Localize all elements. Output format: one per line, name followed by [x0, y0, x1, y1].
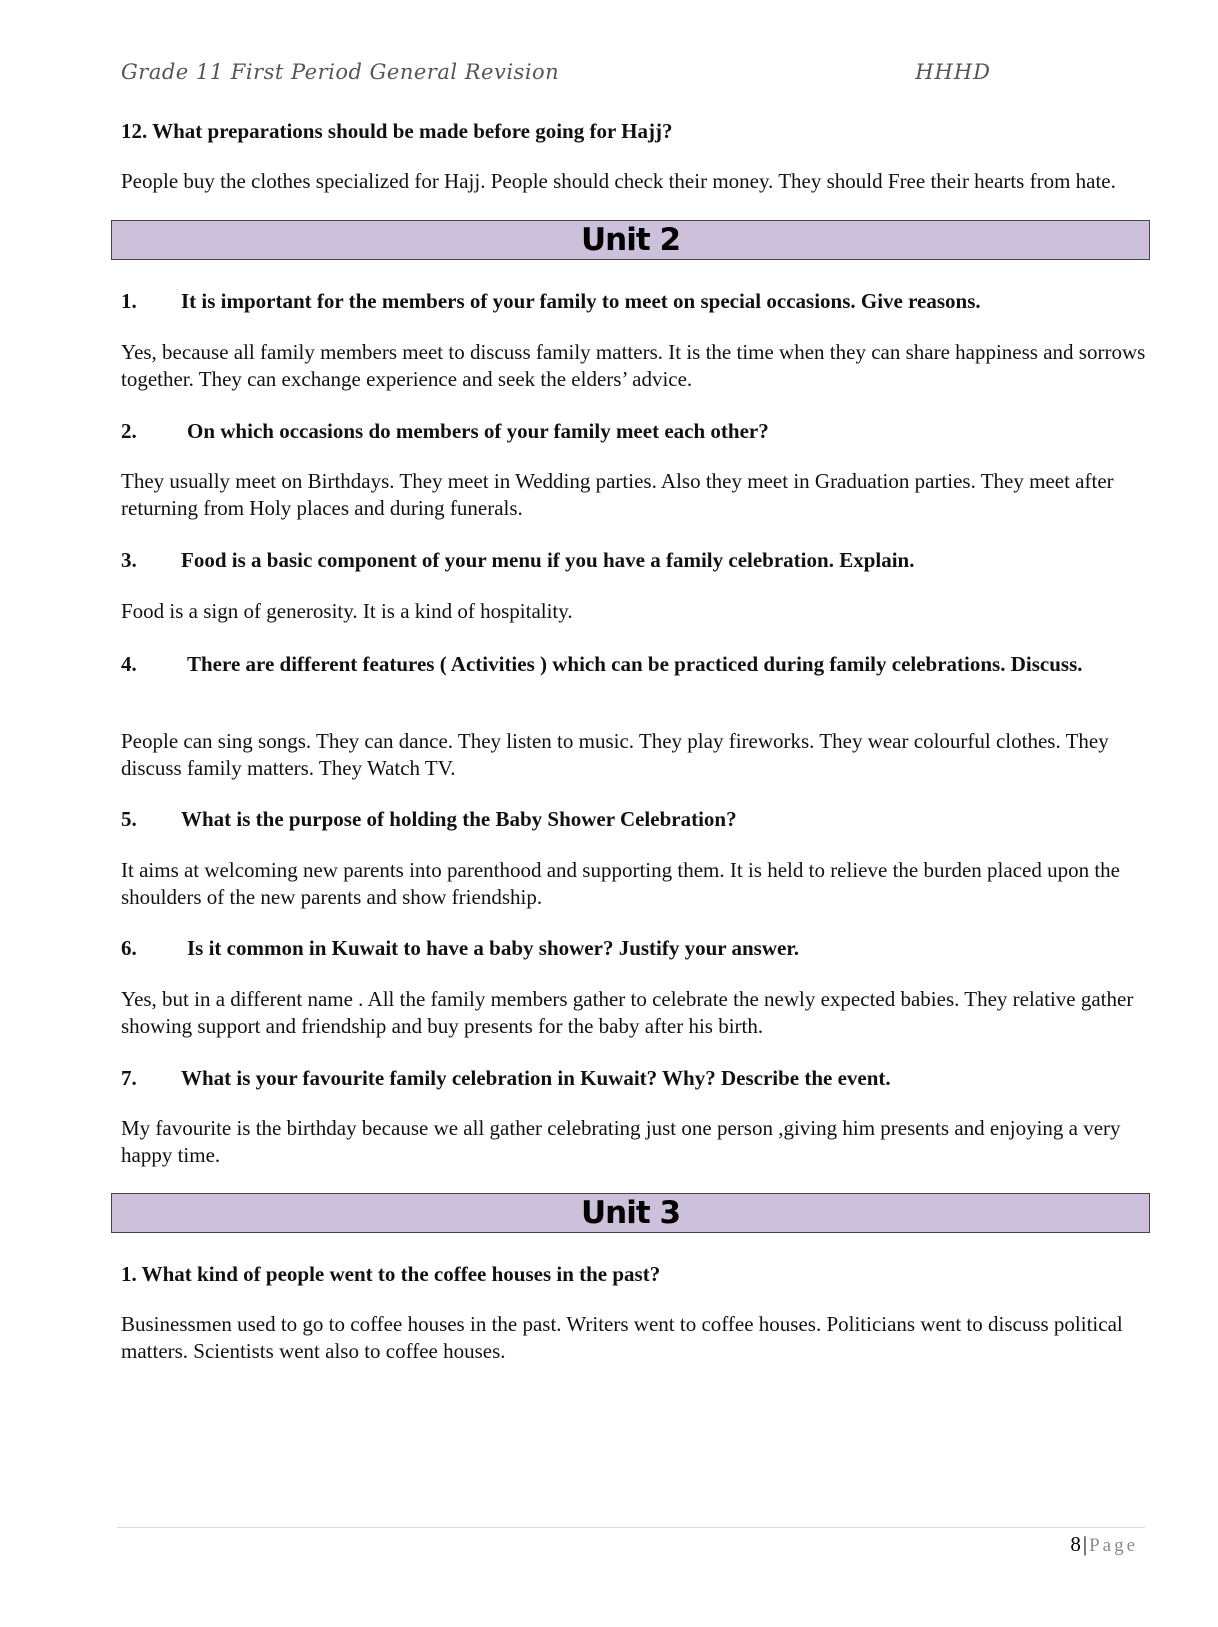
question-number: 1.: [121, 289, 137, 313]
unit2-answer-3: Food is a sign of generosity. It is a kind of hospitality.: [121, 599, 573, 623]
question-number: 7.: [121, 1066, 137, 1090]
question-number: 4.: [121, 652, 137, 676]
question-text: It is important for the members of your family to meet on special occasions. Give reasons.: [181, 289, 981, 313]
unit2-question-3: [121, 547, 1131, 573]
unit-2-title: Unit 2: [580, 222, 681, 258]
unit2-question-7: [121, 1065, 1131, 1091]
question-12: 12. What preparations should be made before going for Hajj?: [121, 119, 673, 143]
question-text: There are different features ( Activities ) which can be practiced during family celebrations. Discuss.: [187, 652, 1083, 676]
unit2-answer-6: Yes, but in a different name . All the family members gather to celebrate the newly expected babies. They relative gather showing support and friendship and buy presents for the baby after his birth.: [121, 987, 1134, 1038]
unit2-answer-5: It aims at welcoming new parents into parenthood and supporting them. It is held to relieve the burden placed upon the shoulders of the new parents and show friendship.: [121, 858, 1120, 909]
unit2-answer-7: My favourite is the birthday because we all gather celebrating just one person ,giving him presents and enjoying a very happy time.: [121, 1116, 1121, 1167]
question-text: What is the purpose of holding the Baby Shower Celebration?: [181, 807, 737, 831]
question-number: 3.: [121, 548, 137, 572]
unit3-answer-1: Businessmen used to go to coffee houses in the past. Writers went to coffee houses. Politicians went to discuss political matters. Scientists went also to coffee houses.: [121, 1312, 1123, 1363]
unit2-question-4: [121, 651, 1131, 677]
header-title: Grade 11 First Period General Revision: [121, 60, 560, 84]
question-text: Food is a basic component of your menu if you have a family celebration. Explain.: [181, 548, 915, 572]
footer-divider: [117, 1527, 1145, 1528]
page-separator: |: [1082, 1532, 1088, 1556]
page-header: [121, 60, 991, 92]
unit2-answer-1: Yes, because all family members meet to discuss family matters. It is the time when they can share happiness and sorrows together. They can exchange experience and seek the elders’ advice.: [121, 340, 1146, 391]
question-text: Is it common in Kuwait to have a baby shower? Justify your answer.: [187, 936, 799, 960]
unit2-question-6: [121, 935, 1131, 961]
unit2-answer-4: People can sing songs. They can dance. They listen to music. They play fireworks. They wear colourful clothes. They discuss family matters. They Watch TV.: [121, 729, 1109, 780]
unit3-question-1: 1. What kind of people went to the coffee houses in the past?: [121, 1262, 661, 1286]
unit-3-banner: [111, 1193, 1150, 1233]
question-number: 5.: [121, 807, 137, 831]
question-number: 6.: [121, 936, 137, 960]
page-footer: [1070, 1532, 1138, 1557]
unit2-answer-2: They usually meet on Birthdays. They meet in Wedding parties. Also they meet in Graduation parties. They meet after returning from Holy places and during funerals.: [121, 469, 1114, 520]
header-initials: HHHD: [915, 60, 991, 84]
question-text: On which occasions do members of your family meet each other?: [187, 419, 769, 443]
unit2-question-2: [121, 418, 1131, 444]
unit-3-title: Unit 3: [580, 1195, 681, 1231]
question-number: 2.: [121, 419, 137, 443]
unit-2-banner: [111, 220, 1150, 260]
question-text: What is your favourite family celebration in Kuwait? Why? Describe the event.: [181, 1066, 891, 1090]
page-number: 8: [1070, 1532, 1081, 1556]
unit2-question-1: [121, 288, 1131, 314]
unit2-question-5: [121, 806, 1131, 832]
page-label: Page: [1089, 1535, 1138, 1556]
answer-12: People buy the clothes specialized for Hajj. People should check their money. They should Free their hearts from hate.: [121, 169, 1116, 193]
